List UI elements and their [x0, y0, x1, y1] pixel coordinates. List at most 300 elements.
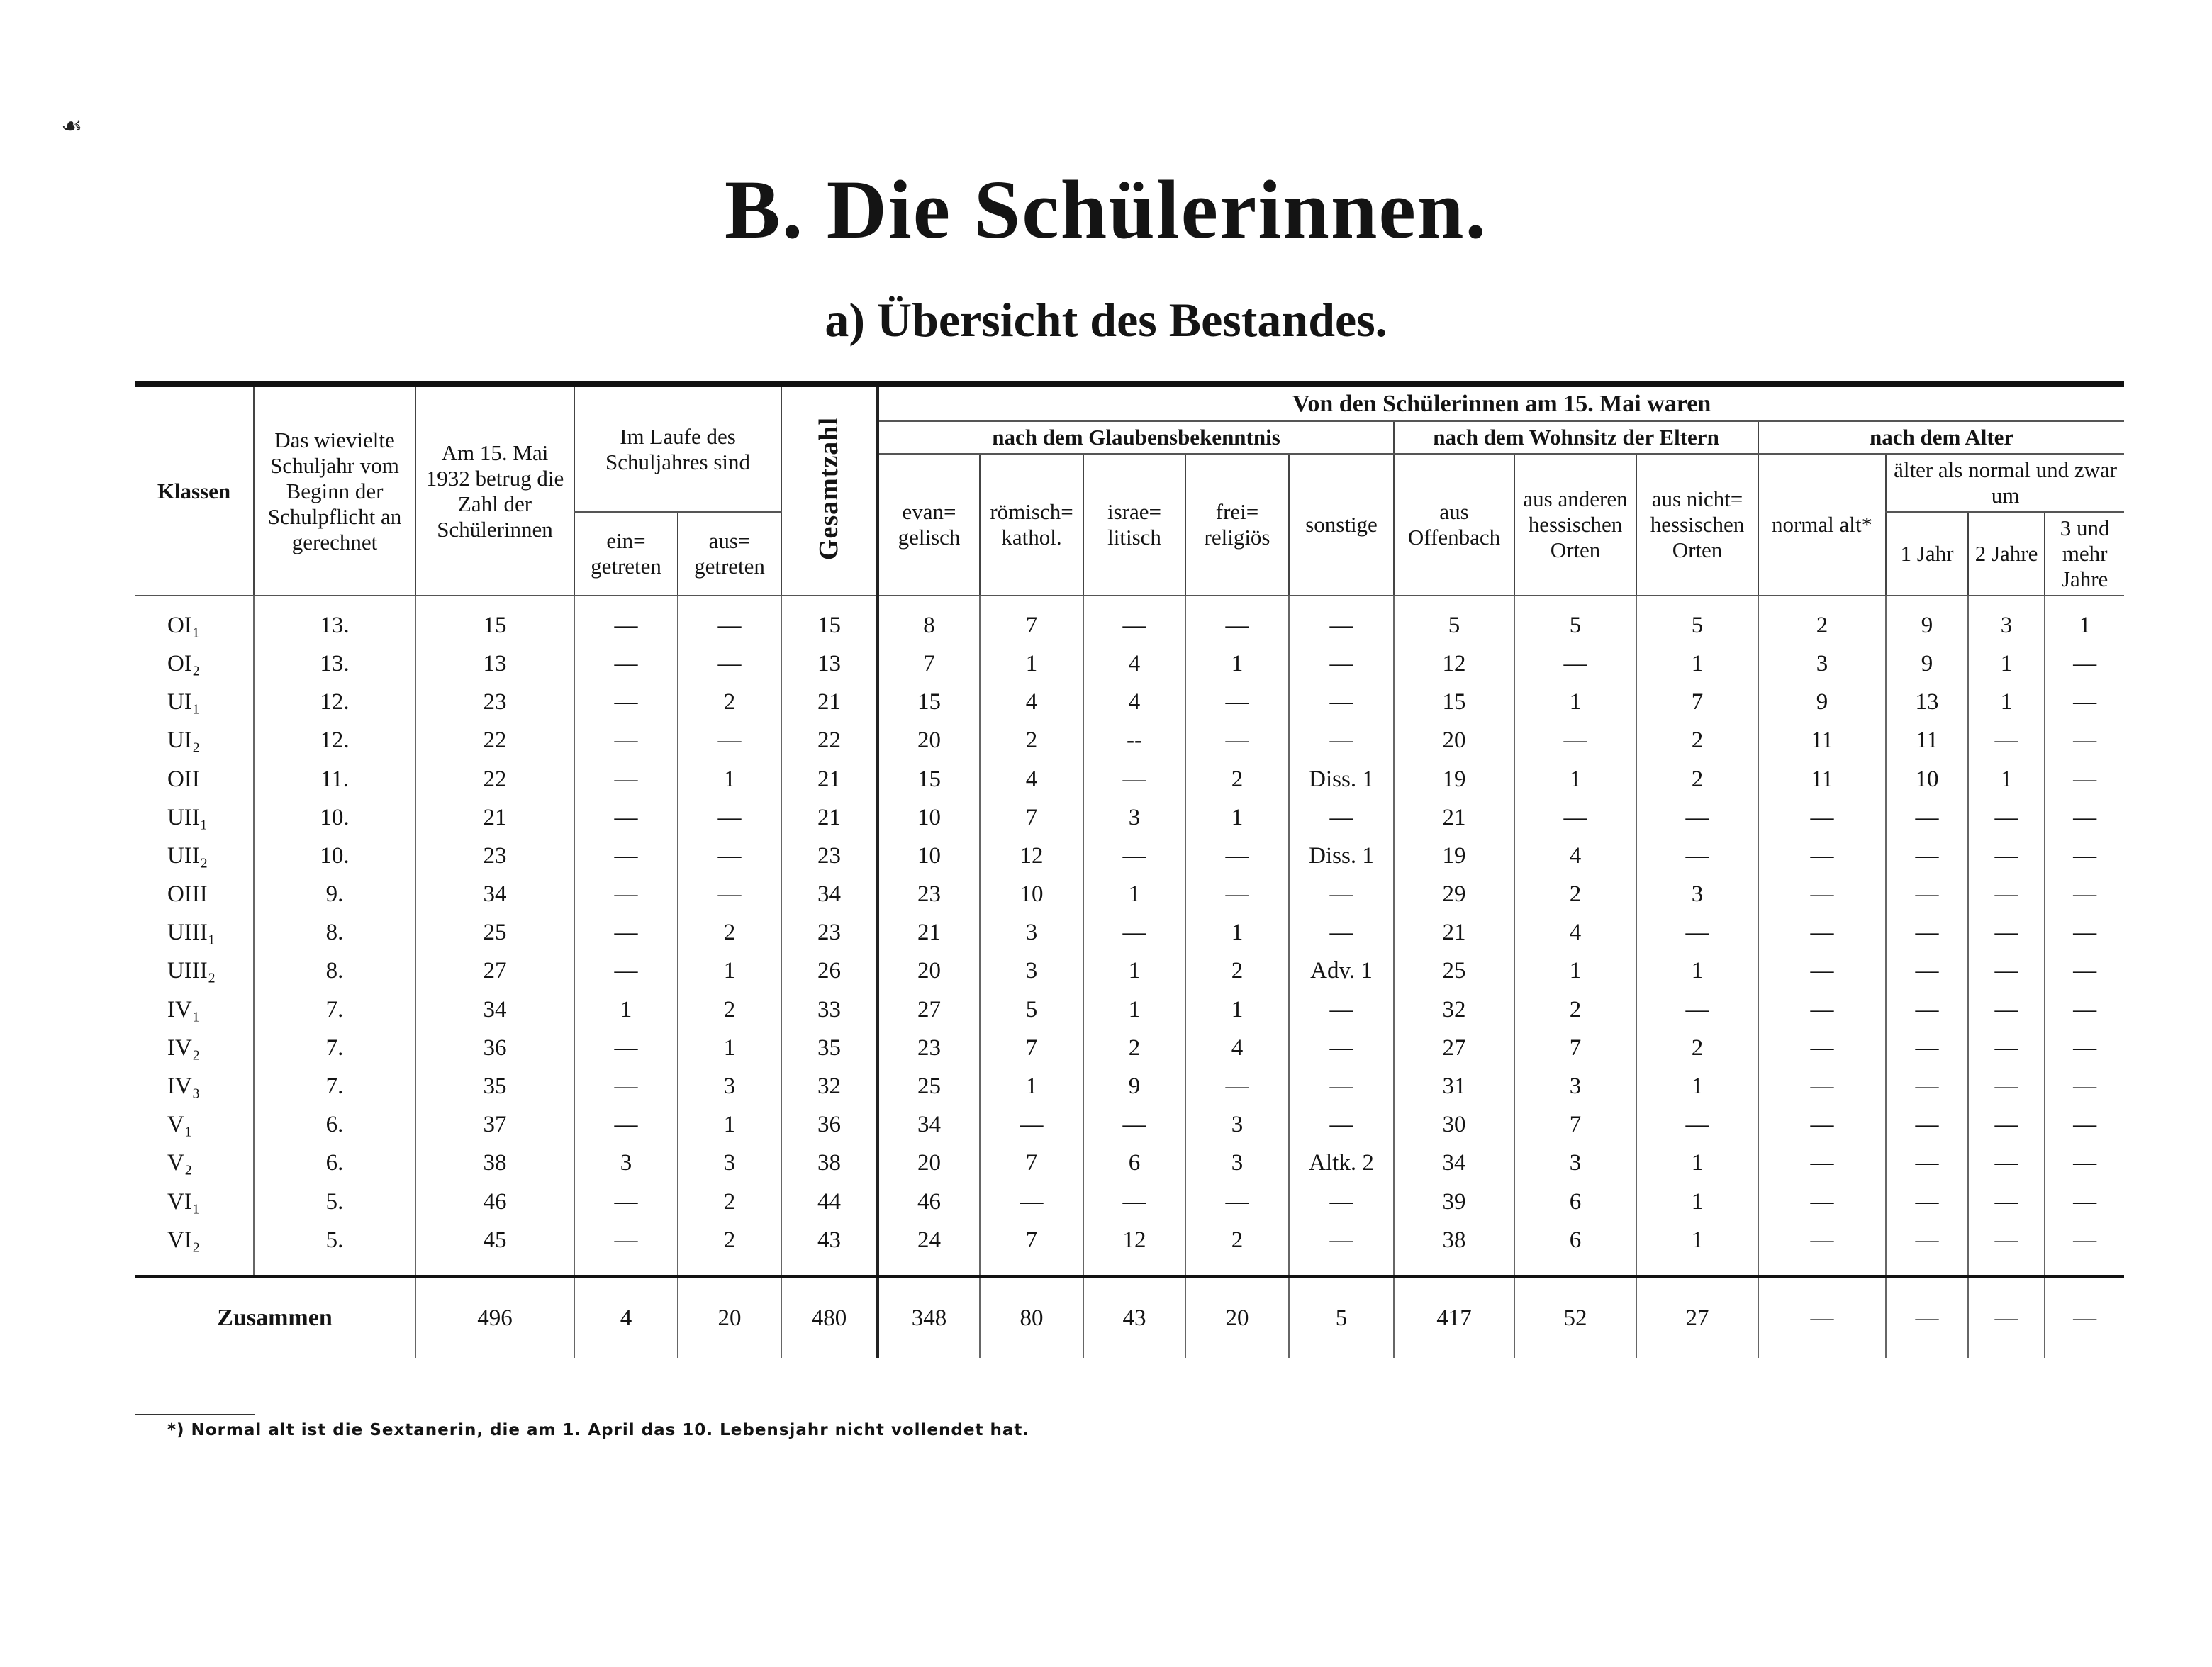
table-cell: — — [2045, 798, 2124, 837]
table-cell: 5 — [980, 991, 1083, 1029]
table-cell: 43 — [781, 1221, 878, 1277]
table-cell: 23 — [415, 837, 574, 875]
table-cell: 5. — [254, 1183, 415, 1221]
table-cell: — — [1289, 875, 1394, 913]
table-cell: — — [574, 837, 678, 875]
table-cell: 34 — [415, 875, 574, 913]
table-cell: — — [574, 875, 678, 913]
table-cell: 7. — [254, 1029, 415, 1067]
table-cell: — — [1886, 798, 1968, 837]
table-cell: — — [1185, 596, 1289, 645]
table-cell: 1 — [1514, 760, 1636, 798]
table-cell: 1 — [1185, 645, 1289, 683]
table-cell: 3 — [1185, 1144, 1289, 1183]
header-aelter-als-normal: älter als normal und zwar um — [1886, 454, 2124, 512]
table-cell: 7 — [1636, 684, 1758, 722]
table-cell: 4 — [1083, 684, 1185, 722]
table-cell: — — [574, 1067, 678, 1105]
table-cell: 7 — [1514, 1029, 1636, 1067]
table-cell: 38 — [781, 1144, 878, 1183]
table-cell: — — [1968, 952, 2045, 991]
table-cell: — — [678, 722, 781, 760]
table-cell: 36 — [781, 1106, 878, 1144]
table-cell: 27 — [415, 952, 574, 991]
table-cell: — — [1636, 837, 1758, 875]
table-cell: — — [2045, 914, 2124, 952]
table-cell: 20 — [878, 1144, 980, 1183]
totals-cell: 4 — [574, 1277, 678, 1359]
header-aus-offenbach: aus Offenbach — [1394, 454, 1514, 596]
table-cell: — — [1758, 1183, 1886, 1221]
header-hessische-orte: aus anderen hessischen Orten — [1514, 454, 1636, 596]
table-cell: — — [1886, 914, 1968, 952]
table-cell: 35 — [415, 1067, 574, 1105]
table-cell: — — [1886, 1029, 1968, 1067]
table-cell: 1 — [1636, 1183, 1758, 1221]
table-cell: — — [1083, 837, 1185, 875]
table-cell: 2 — [678, 914, 781, 952]
table-cell: 34 — [415, 991, 574, 1029]
table-cell: — — [1083, 1106, 1185, 1144]
table-cell: 10 — [878, 837, 980, 875]
table-cell: 4 — [1514, 837, 1636, 875]
table-cell: 2 — [1636, 1029, 1758, 1067]
table-cell: -- — [1083, 722, 1185, 760]
table-cell: — — [1886, 952, 1968, 991]
row-class-label: IV₂ — [167, 1035, 201, 1061]
table-cell: — — [1185, 1067, 1289, 1105]
table-cell: 7. — [254, 991, 415, 1029]
table-cell: — — [1289, 596, 1394, 645]
table-cell: 2 — [980, 722, 1083, 760]
table-cell: — — [1185, 684, 1289, 722]
table-cell: — — [2045, 684, 2124, 722]
table-cell: 25 — [878, 1067, 980, 1105]
table-row — [135, 596, 2124, 645]
table-cell: 9 — [1886, 645, 1968, 683]
table-cell: — — [1758, 1144, 1886, 1183]
table-cell: 23 — [781, 914, 878, 952]
table-cell: — — [1886, 837, 1968, 875]
table-cell: 34 — [1394, 1144, 1514, 1183]
totals-cell: 496 — [415, 1277, 574, 1359]
table-cell: — — [1636, 991, 1758, 1029]
table-cell: Diss. 1 — [1289, 760, 1394, 798]
totals-cell: — — [2045, 1277, 2124, 1359]
totals-cell: 20 — [1185, 1277, 1289, 1359]
table-cell: 5 — [1514, 596, 1636, 645]
table-cell: — — [1083, 760, 1185, 798]
table-row — [135, 837, 2124, 875]
row-class-label: V₂ — [167, 1150, 193, 1176]
table-cell: — — [574, 798, 678, 837]
table-row — [135, 798, 2124, 837]
table-cell: — — [1968, 1144, 2045, 1183]
table-cell: 44 — [781, 1183, 878, 1221]
table-cell: 13. — [254, 596, 415, 645]
totals-row — [135, 1277, 2124, 1359]
table-cell: 35 — [781, 1029, 878, 1067]
table-cell: 32 — [781, 1067, 878, 1105]
header-im-laufe: Im Laufe des Schuljahres sind — [574, 384, 781, 512]
table-cell: 2 — [1185, 952, 1289, 991]
table-cell: 2 — [678, 991, 781, 1029]
table-cell: — — [574, 1183, 678, 1221]
table-cell: 21 — [781, 798, 878, 837]
table-cell: 1 — [1514, 952, 1636, 991]
table-cell: — — [574, 952, 678, 991]
table-cell: — — [1758, 875, 1886, 913]
table-cell: Adv. 1 — [1289, 952, 1394, 991]
table-cell: 1 — [678, 952, 781, 991]
table-cell: 13 — [415, 645, 574, 683]
row-class-label: UIII₁ — [167, 920, 216, 946]
table-cell: 3 — [1514, 1067, 1636, 1105]
table-cell: 27 — [1394, 1029, 1514, 1067]
table-cell: 10 — [878, 798, 980, 837]
table-row — [135, 684, 2124, 722]
table-cell: 1 — [2045, 596, 2124, 645]
table-cell: 1 — [678, 760, 781, 798]
table-header — [135, 384, 2124, 596]
table-cell: 34 — [781, 875, 878, 913]
table-cell: 5. — [254, 1221, 415, 1277]
table-cell: — — [1758, 1029, 1886, 1067]
table-cell: 9. — [254, 875, 415, 913]
totals-cell: 27 — [1636, 1277, 1758, 1359]
row-class-label: UI₂ — [167, 727, 201, 754]
table-cell: 13 — [781, 645, 878, 683]
table-cell: 1 — [1083, 991, 1185, 1029]
table-cell: 22 — [415, 760, 574, 798]
table-cell: — — [1289, 991, 1394, 1029]
table-cell: 12. — [254, 722, 415, 760]
table-row — [135, 1067, 2124, 1105]
table-cell: 10. — [254, 798, 415, 837]
table-row — [135, 760, 2124, 798]
row-class-label: VI₂ — [167, 1227, 201, 1253]
table-cell: 8 — [878, 596, 980, 645]
table-row — [135, 875, 2124, 913]
header-gesamtzahl — [781, 384, 878, 596]
table-cell: 6. — [254, 1106, 415, 1144]
header-alter: nach dem Alter — [1758, 421, 2124, 454]
table-cell: 1 — [980, 645, 1083, 683]
table-cell: 38 — [1394, 1221, 1514, 1277]
table-cell: — — [1758, 1067, 1886, 1105]
table-cell: — — [574, 1029, 678, 1067]
table-cell: — — [1083, 596, 1185, 645]
table-cell: — — [574, 1106, 678, 1144]
table-cell: 33 — [781, 991, 878, 1029]
page-subtitle: a) Übersicht des Bestandes. — [825, 293, 1387, 347]
table-cell: — — [1289, 1029, 1394, 1067]
table-cell: 1 — [678, 1029, 781, 1067]
table-cell: — — [574, 760, 678, 798]
table-cell: — — [1185, 837, 1289, 875]
table-cell: Diss. 1 — [1289, 837, 1394, 875]
table-cell: 15 — [1394, 684, 1514, 722]
totals-cell: — — [1886, 1277, 1968, 1359]
table-footer — [135, 1277, 2124, 1359]
table-row — [135, 1106, 2124, 1144]
table-cell: — — [1289, 1106, 1394, 1144]
table-cell: — — [2045, 837, 2124, 875]
table-cell: 6 — [1514, 1221, 1636, 1277]
table-cell: 3 — [1758, 645, 1886, 683]
table-cell: 7 — [980, 1221, 1083, 1277]
totals-cell: 80 — [980, 1277, 1083, 1359]
table-cell: 4 — [980, 684, 1083, 722]
totals-cell: 480 — [781, 1277, 878, 1359]
table-cell: 7 — [980, 798, 1083, 837]
table-cell: 1 — [1968, 684, 2045, 722]
table-cell: 6 — [1514, 1183, 1636, 1221]
table-cell: — — [1514, 645, 1636, 683]
table-cell: 45 — [415, 1221, 574, 1277]
table-cell: 9 — [1886, 596, 1968, 645]
table-cell: 1 — [1636, 1221, 1758, 1277]
table-cell: 2 — [1514, 991, 1636, 1029]
row-class-label: UII₂ — [167, 842, 208, 869]
table-cell: 26 — [781, 952, 878, 991]
totals-cell: 417 — [1394, 1277, 1514, 1359]
table-cell: — — [2045, 1183, 2124, 1221]
table-cell: 23 — [415, 684, 574, 722]
table-cell: 4 — [1514, 914, 1636, 952]
table-cell: 22 — [781, 722, 878, 760]
header-freireligioes: frei= religiös — [1185, 454, 1289, 596]
table-cell: — — [1968, 837, 2045, 875]
totals-cell: 20 — [678, 1277, 781, 1359]
table-cell: — — [1886, 1221, 1968, 1277]
header-1-jahr: 1 Jahr — [1886, 512, 1968, 596]
table-cell: — — [1758, 798, 1886, 837]
table-cell: 1 — [1185, 914, 1289, 952]
table-cell: — — [1886, 991, 1968, 1029]
table-cell: 7 — [980, 1029, 1083, 1067]
table-cell: 7 — [980, 596, 1083, 645]
table-cell: 24 — [878, 1221, 980, 1277]
table-cell: 5 — [1636, 596, 1758, 645]
table-cell: — — [2045, 1144, 2124, 1183]
table-cell: 2 — [1636, 722, 1758, 760]
header-sonstige: sonstige — [1289, 454, 1394, 596]
table-cell: 7. — [254, 1067, 415, 1105]
ornament-mark-icon: ☙ — [61, 112, 83, 140]
header-nichthessische-orte: aus nicht= hessischen Orten — [1636, 454, 1758, 596]
table-cell: — — [980, 1183, 1083, 1221]
table-cell: — — [1968, 914, 2045, 952]
table-cell: — — [2045, 760, 2124, 798]
table-cell: 5 — [1394, 596, 1514, 645]
table-cell: 1 — [1636, 1067, 1758, 1105]
table-cell: 3 — [980, 914, 1083, 952]
table-cell: — — [1968, 722, 2045, 760]
table-cell: 29 — [1394, 875, 1514, 913]
table-cell: 11 — [1758, 760, 1886, 798]
footnote-rule — [135, 1414, 255, 1415]
table-cell: — — [678, 875, 781, 913]
totals-cell: 348 — [878, 1277, 980, 1359]
table-cell: 34 — [878, 1106, 980, 1144]
table-cell: 2 — [1185, 1221, 1289, 1277]
table-cell: 3 — [1636, 875, 1758, 913]
table-cell: — — [1289, 684, 1394, 722]
table-cell: 10 — [1886, 760, 1968, 798]
header-3-jahre: 3 und mehr Jahre — [2045, 512, 2124, 596]
table-cell: 3 — [1514, 1144, 1636, 1183]
table-cell: 21 — [1394, 914, 1514, 952]
table-cell: 13 — [1886, 684, 1968, 722]
table-cell: 1 — [1968, 645, 2045, 683]
table-cell: 23 — [878, 875, 980, 913]
table-cell: — — [1968, 991, 2045, 1029]
table-cell: 3 — [1185, 1106, 1289, 1144]
table-cell: 2 — [1083, 1029, 1185, 1067]
table-cell: 1 — [1636, 1144, 1758, 1183]
table-cell: — — [1758, 837, 1886, 875]
header-glaubensbekenntnis: nach dem Glaubensbekenntnis — [878, 421, 1394, 454]
table-cell: 21 — [878, 914, 980, 952]
table-cell: — — [1514, 722, 1636, 760]
table-cell: Altk. 2 — [1289, 1144, 1394, 1183]
table-cell: — — [1636, 798, 1758, 837]
table-cell: 1 — [1185, 798, 1289, 837]
totals-cell: 5 — [1289, 1277, 1394, 1359]
table-cell: 6 — [1083, 1144, 1185, 1183]
table-cell: 3 — [678, 1067, 781, 1105]
header-ausgetreten: aus= getreten — [678, 512, 781, 596]
table-cell: — — [2045, 991, 2124, 1029]
row-class-label: OII — [167, 766, 200, 792]
table-cell: 3 — [1968, 596, 2045, 645]
table-cell: — — [1185, 722, 1289, 760]
table-cell: — — [678, 837, 781, 875]
table-cell: 4 — [980, 760, 1083, 798]
header-normal-alt: normal alt* — [1758, 454, 1886, 596]
table-cell: 1 — [1083, 952, 1185, 991]
table-cell: — — [1289, 1183, 1394, 1221]
table-cell: 1 — [1636, 952, 1758, 991]
table-cell: — — [574, 914, 678, 952]
table-cell: 20 — [878, 722, 980, 760]
table-cell: — — [1968, 1183, 2045, 1221]
table-cell: 21 — [781, 684, 878, 722]
table-cell: 20 — [878, 952, 980, 991]
table-cell: 21 — [1394, 798, 1514, 837]
table-cell: 2 — [1758, 596, 1886, 645]
totals-cell: — — [1968, 1277, 2045, 1359]
table-cell: 3 — [980, 952, 1083, 991]
page-title: B. Die Schülerinnen. — [725, 163, 1487, 256]
table-cell: 12 — [1394, 645, 1514, 683]
table-cell: — — [1289, 1221, 1394, 1277]
table-cell: 12 — [980, 837, 1083, 875]
gesamtzahl-label: Gesamtzahl — [814, 416, 844, 560]
totals-cell: 43 — [1083, 1277, 1185, 1359]
table-cell: 1 — [574, 991, 678, 1029]
table-cell: 3 — [678, 1144, 781, 1183]
row-class-label: IV₁ — [167, 996, 201, 1022]
table-row — [135, 1144, 2124, 1183]
totals-cell: 52 — [1514, 1277, 1636, 1359]
table-cell: 11 — [1886, 722, 1968, 760]
table-cell: — — [574, 645, 678, 683]
header-eingetreten: ein= getreten — [574, 512, 678, 596]
header-schuljahr: Das wievielte Schuljahr vom Beginn der Schulpflicht an gerechnet — [254, 384, 415, 596]
table-cell: — — [1289, 722, 1394, 760]
row-class-label: OI₁ — [167, 612, 201, 638]
table-cell: 1 — [1636, 645, 1758, 683]
table-cell: 2 — [678, 1183, 781, 1221]
table-cell: 38 — [415, 1144, 574, 1183]
table-cell: 9 — [1758, 684, 1886, 722]
table-cell: — — [2045, 722, 2124, 760]
table-cell: — — [1758, 914, 1886, 952]
table-cell: 25 — [1394, 952, 1514, 991]
table-cell: 21 — [781, 760, 878, 798]
table-cell: 7 — [878, 645, 980, 683]
table-cell: 11. — [254, 760, 415, 798]
table-cell: — — [1185, 875, 1289, 913]
table-row — [135, 914, 2124, 952]
row-class-label: VI₁ — [167, 1188, 201, 1215]
table-cell: 13. — [254, 645, 415, 683]
table-cell: 15 — [415, 596, 574, 645]
table-cell: — — [2045, 1029, 2124, 1067]
table-cell: 31 — [1394, 1067, 1514, 1105]
footnote: *) Normal alt ist die Sextanerin, die am 1. April das 10. Lebensjahr nicht vollendet hat. — [167, 1421, 1030, 1439]
table-cell: — — [1758, 1221, 1886, 1277]
table-body — [135, 596, 2124, 1277]
table-cell: 4 — [1185, 1029, 1289, 1067]
table-cell: — — [2045, 645, 2124, 683]
table-cell: 39 — [1394, 1183, 1514, 1221]
table-cell: — — [1289, 798, 1394, 837]
table-cell: 46 — [415, 1183, 574, 1221]
table-cell: 4 — [1083, 645, 1185, 683]
table-cell: — — [678, 798, 781, 837]
table-cell: 46 — [878, 1183, 980, 1221]
table-cell: — — [1968, 875, 2045, 913]
table-cell: 2 — [1636, 760, 1758, 798]
table-cell: — — [2045, 952, 2124, 991]
student-table-container — [135, 381, 2124, 1358]
header-wohnsitz: nach dem Wohnsitz der Eltern — [1394, 421, 1758, 454]
table-cell: 23 — [781, 837, 878, 875]
table-cell: — — [1968, 798, 2045, 837]
table-cell: 1 — [678, 1106, 781, 1144]
row-class-label: OI₂ — [167, 650, 201, 676]
table-cell: 1 — [1968, 760, 2045, 798]
header-klassen: Klassen — [135, 384, 254, 596]
table-cell: 8. — [254, 914, 415, 952]
table-cell: — — [1968, 1221, 2045, 1277]
header-evangelisch: evan= gelisch — [878, 454, 980, 596]
table-cell: 11 — [1758, 722, 1886, 760]
table-cell: 19 — [1394, 760, 1514, 798]
header-katholisch: römisch= kathol. — [980, 454, 1083, 596]
table-cell: — — [980, 1106, 1083, 1144]
table-cell: — — [1758, 952, 1886, 991]
header-israelitisch: israe= litisch — [1083, 454, 1185, 596]
header-2-jahre: 2 Jahre — [1968, 512, 2045, 596]
table-cell: — — [2045, 875, 2124, 913]
table-row — [135, 1183, 2124, 1221]
table-cell: — — [574, 684, 678, 722]
table-cell: 20 — [1394, 722, 1514, 760]
